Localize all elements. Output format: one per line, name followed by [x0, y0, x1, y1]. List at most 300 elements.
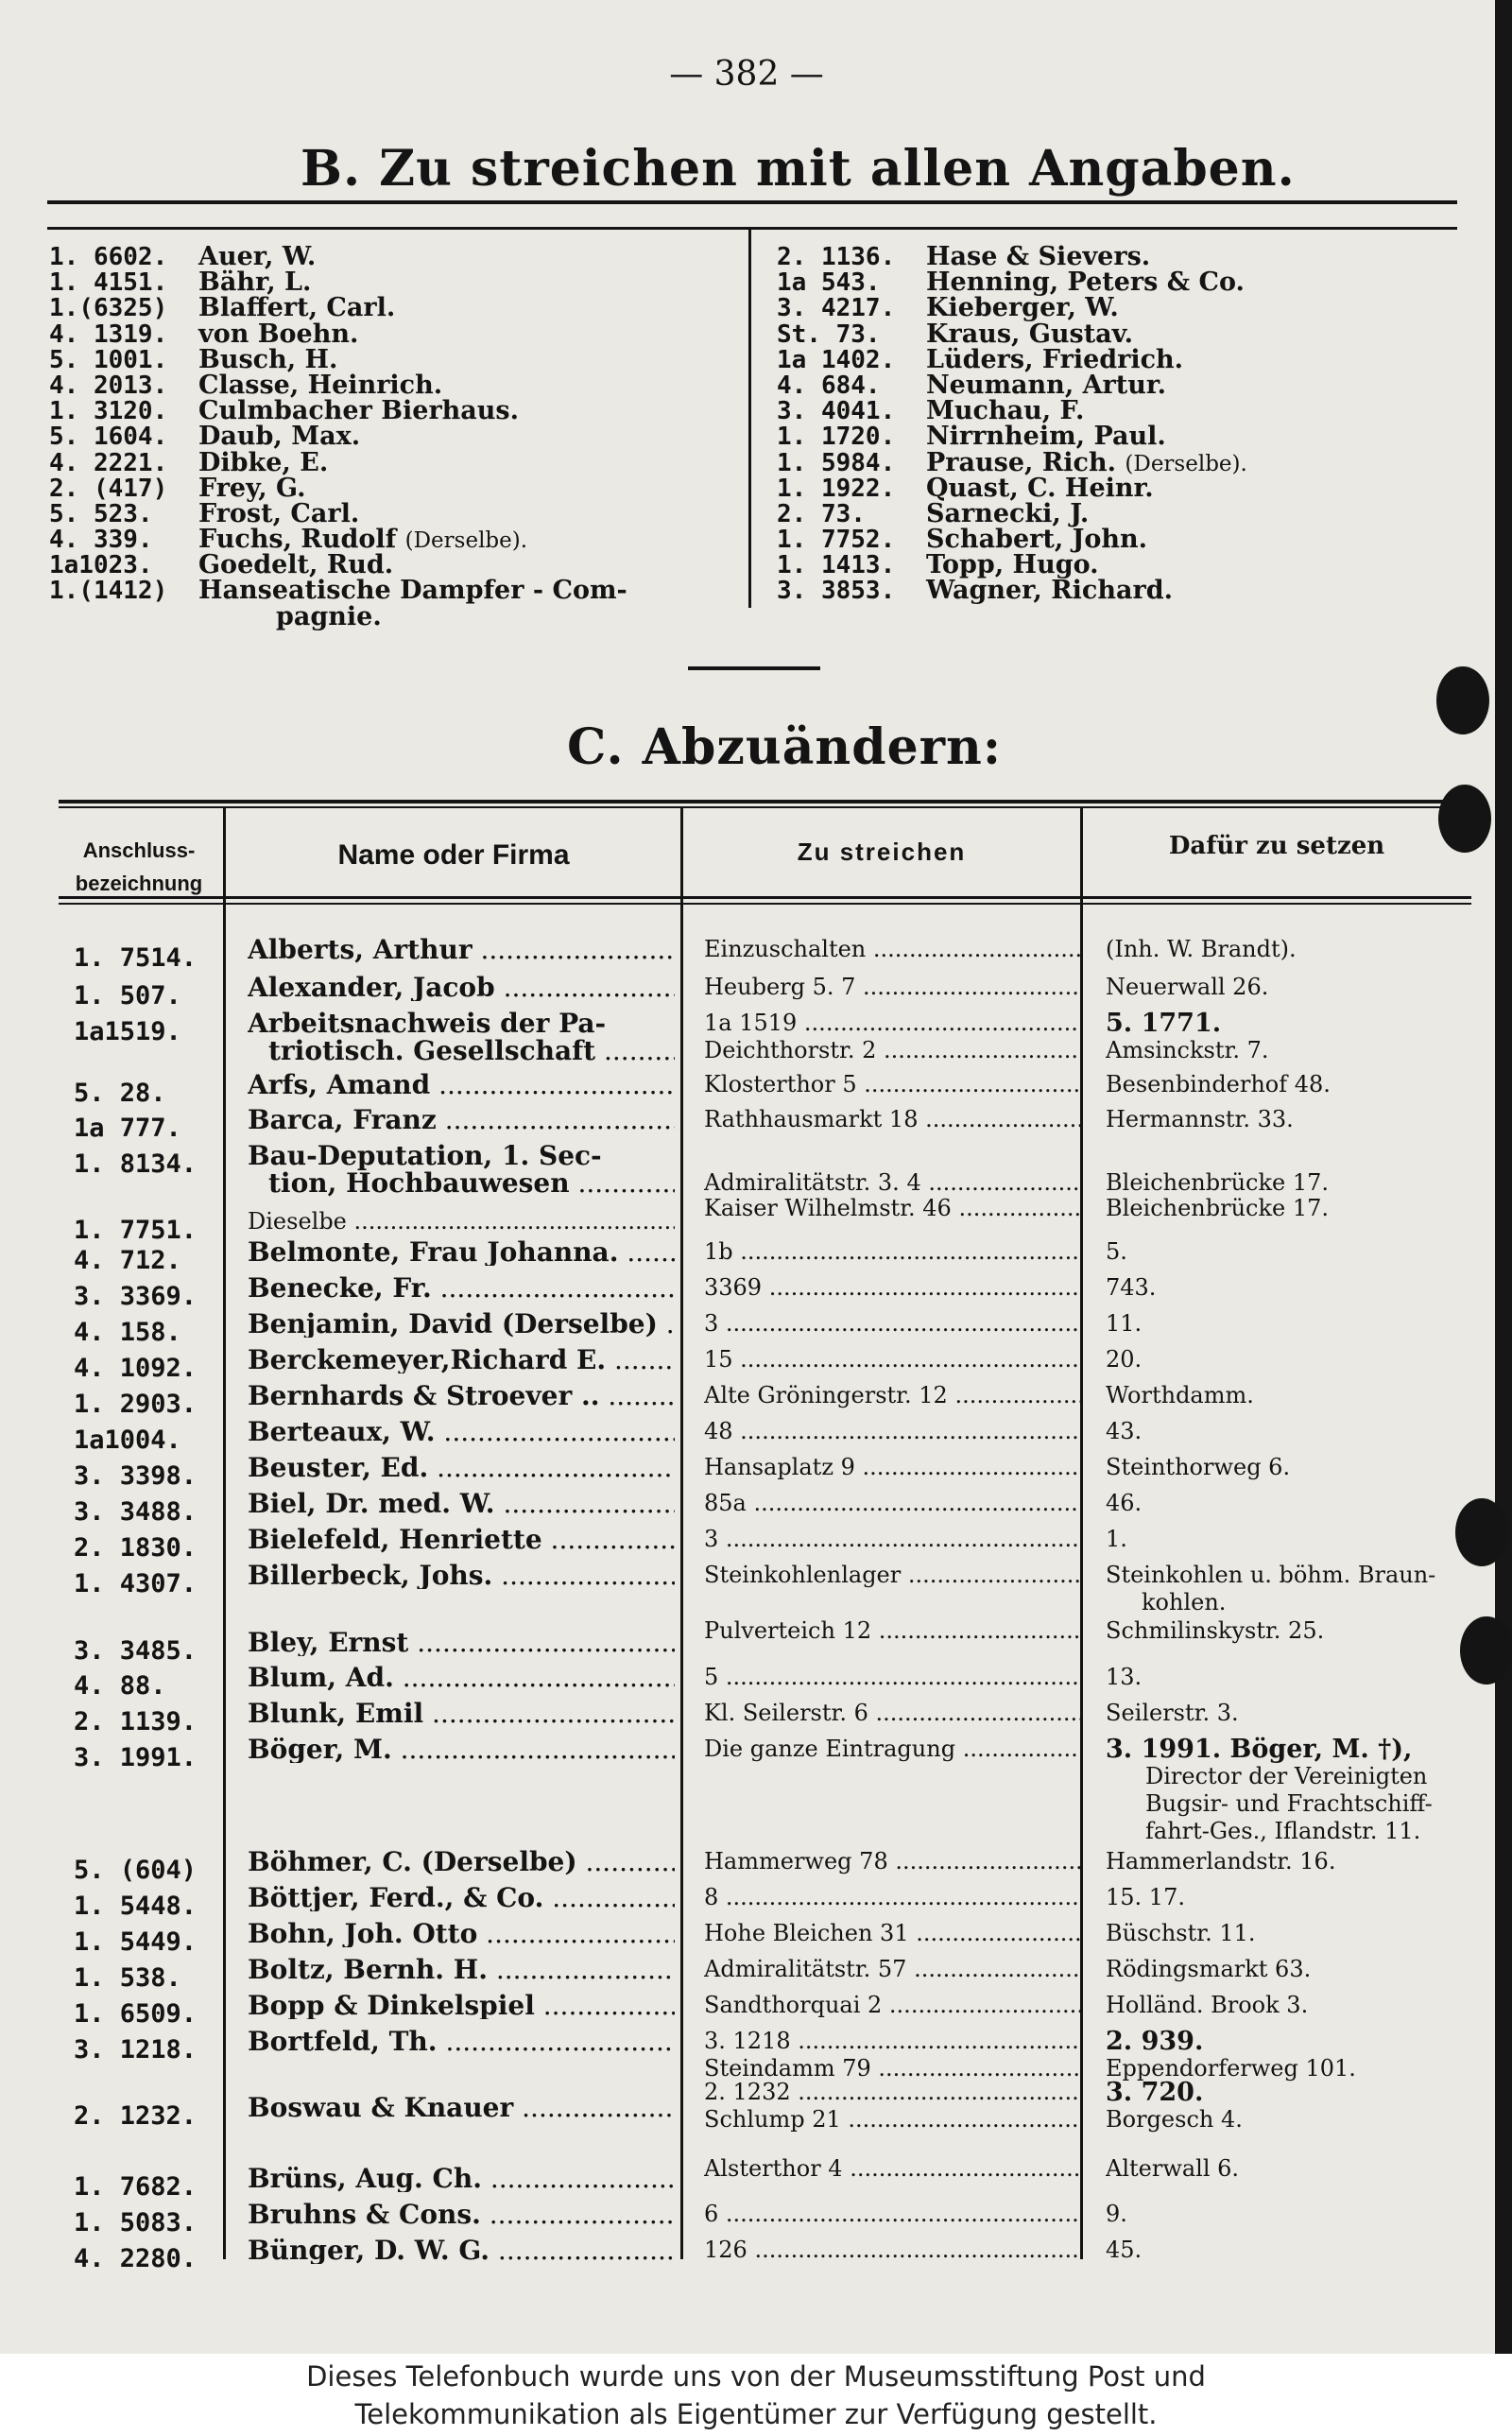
strike-line: 6 .....: [704, 2201, 1082, 2228]
strike-entry: [704, 1382, 1082, 1409]
strike-line: Schlump 21 .....: [704, 2106, 1082, 2134]
strike-entry: [704, 1956, 1082, 1983]
replacement-entry: [1106, 1010, 1503, 1064]
section-b-heading: B. Zu streichen mit allen Angaben.: [301, 140, 1296, 198]
replacement-entry: [1106, 1490, 1503, 1517]
replacement-line: 3. 1991. Böger, M. †),: [1106, 1736, 1413, 1764]
strike-line: Kl. Seilerstr. 6 .....: [704, 1700, 1082, 1727]
strike-entry: [704, 1617, 1082, 1645]
section-b-left-column: [49, 244, 744, 630]
strike-line: 3369 .....: [704, 1274, 1082, 1302]
strike-line: 8 .....: [704, 1884, 1082, 1911]
replacement-line: Steinthorweg 6.: [1106, 1454, 1291, 1480]
b-entry-name: Henning, Peters & Co.: [926, 268, 1245, 298]
replacement-line: 15. 17.: [1106, 1884, 1185, 1910]
b-entry-number: 1. 4151.: [49, 268, 168, 298]
subscriber-name: [248, 1238, 675, 1266]
strike-entry: [704, 1920, 1082, 1947]
b-entry-name: Frost, Carl.: [198, 498, 360, 528]
subscriber-name: [248, 2201, 675, 2228]
b-entry: [777, 396, 1457, 426]
b-entry-name: Schabert, John.: [926, 525, 1148, 555]
subscriber-name: [248, 1920, 675, 1947]
strike-entry: [704, 1106, 1082, 1133]
b-entry-name: Kraus, Gustav.: [926, 319, 1134, 349]
connection-number: 1. 507.: [74, 981, 181, 1011]
subscriber-name: [248, 1208, 675, 1235]
rule: [47, 200, 1457, 204]
strike-entry: [704, 2201, 1082, 2228]
subscriber-name-line: Bley, Ernst .....: [248, 1629, 675, 1656]
b-entry-number: 1a 1402.: [777, 345, 896, 374]
replacement-line: 5. 1771.: [1106, 1010, 1222, 1038]
subscriber-name-line: Beuster, Ed. .....: [248, 1454, 675, 1481]
b-entry-number: 1. 1922.: [777, 474, 896, 503]
subscriber-name-line: Belmonte, Frau Johanna. .....: [248, 1238, 675, 1266]
b-entry-name: Goedelt, Rud.: [198, 550, 394, 580]
strike-line: Kaiser Wilhelmstr. 46 .....: [704, 1195, 1082, 1222]
subscriber-name: [248, 1142, 675, 1197]
replacement-entry: [1106, 1617, 1503, 1645]
connection-number: 1. 8134.: [74, 1149, 198, 1179]
strike-entry: [704, 2079, 1082, 2134]
replacement-line: 45.: [1106, 2237, 1143, 2263]
subscriber-name: [248, 1848, 675, 1875]
b-entry: [777, 576, 1457, 606]
b-entry-name: Bähr, L.: [198, 268, 312, 298]
connection-number: 3. 3485.: [74, 1636, 198, 1666]
b-entry-number: 4. 2013.: [49, 371, 168, 400]
rule: [59, 800, 1471, 803]
b-entry: [777, 293, 1457, 323]
b-entry: [49, 344, 744, 374]
b-entry-number: 1a1023.: [49, 551, 153, 580]
replacement-line: 5.: [1106, 1238, 1127, 1265]
header-strike: Zu streichen: [797, 838, 967, 866]
strike-line: 1b .....: [704, 1238, 1082, 1266]
replacement-line: Holländ. Brook 3.: [1106, 1992, 1309, 2018]
strike-entry: [704, 1010, 1082, 1064]
replacement-line: Steinkohlen u. böhm. Braun-: [1106, 1562, 1436, 1588]
replacement-line: [1106, 1142, 1503, 1169]
connection-number: 2. 1830.: [74, 1533, 198, 1563]
strike-entry: [704, 1562, 1082, 1589]
replacement-line: Schmilinskystr. 25.: [1106, 1617, 1325, 1644]
subscriber-name-line: Bielefeld, Henriette .....: [248, 1526, 675, 1553]
subscriber-name: [248, 2028, 675, 2055]
subscriber-name-line: Bünger, D. W. G. .....: [248, 2237, 675, 2264]
connection-number: 3. 1991.: [74, 1743, 198, 1772]
subscriber-name-line: Alexander, Jacob .....: [248, 974, 675, 1001]
subscriber-name-line: Blum, Ad. .....: [248, 1664, 675, 1691]
replacement-entry: [1106, 1106, 1503, 1133]
replacement-line: Alterwall 6.: [1106, 2155, 1240, 2182]
connection-number: 5. 28.: [74, 1079, 166, 1108]
strike-line: Die ganze Eintragung .....: [704, 1736, 1082, 1763]
b-entry-name: Classe, Heinrich.: [198, 370, 443, 400]
b-entry-name: Prause, Rich.: [926, 447, 1116, 477]
b-entry: [49, 321, 744, 347]
strike-line: 3. 1218 .....: [704, 2028, 1082, 2055]
b-entry-name: Daub, Max.: [198, 422, 361, 452]
replacement-line: kohlen.: [1142, 1589, 1227, 1615]
b-entry-number: 5. 523.: [49, 499, 153, 528]
strike-entry: [704, 1454, 1082, 1481]
strike-entry: [704, 1700, 1082, 1727]
b-entry-name: Nirrnheim, Paul.: [926, 422, 1166, 452]
b-entry: [777, 268, 1457, 298]
connection-number: 5. (604): [74, 1856, 198, 1885]
subscriber-name: [248, 1956, 675, 1983]
strike-line: Admiralitätstr. 57 .....: [704, 1956, 1082, 1983]
connection-number: 1. 7751.: [74, 1216, 198, 1245]
replacement-line: 743.: [1106, 1274, 1157, 1301]
replacement-entry: [1106, 1920, 1503, 1947]
strike-entry: [704, 974, 1082, 1001]
strike-line: 48 .....: [704, 1418, 1082, 1445]
replacement-entry: [1106, 1562, 1503, 1616]
b-entry-number: 1. 1413.: [777, 551, 896, 580]
subscriber-name: [248, 1526, 675, 1553]
b-entry-number: 4. 2221.: [49, 448, 168, 477]
replacement-entry: [1106, 1238, 1503, 1266]
connection-number: 1a 777.: [74, 1114, 181, 1143]
replacement-line: Bleichenbrücke 17.: [1106, 1195, 1330, 1221]
subscriber-name-line: Böger, M. .....: [248, 1736, 675, 1763]
b-entry-number: 5. 1001.: [49, 345, 168, 374]
replacement-line: Worthdamm.: [1106, 1382, 1254, 1408]
b-entry: [777, 344, 1457, 374]
replacement-line: Director der Vereinigten: [1145, 1763, 1428, 1789]
subscriber-name: [248, 974, 675, 1001]
strike-line: Pulverteich 12 .....: [704, 1617, 1082, 1645]
b-entry-number: 1. 7752.: [777, 526, 896, 555]
subscriber-name-line: Alberts, Arthur .....: [248, 936, 675, 963]
b-entry-name: Frey, G.: [198, 473, 306, 503]
replacement-entry: [1106, 1071, 1503, 1098]
subscriber-name: [248, 1736, 675, 1763]
subscriber-name-line: Benjamin, David (Derselbe) .....: [248, 1310, 675, 1338]
b-entry-name: Culmbacher Bierhaus.: [198, 396, 520, 426]
subscriber-name-line: triotisch. Gesellschaft .....: [248, 1037, 675, 1064]
subscriber-name-line: Bruhns & Cons. .....: [248, 2201, 675, 2228]
replacement-entry: [1106, 2237, 1503, 2264]
b-entry-number: 1. 1720.: [777, 423, 896, 452]
subscriber-name: [248, 1490, 675, 1517]
b-entry-note: (Derselbe).: [404, 528, 528, 554]
b-entry-number: 1a 543.: [777, 268, 881, 298]
connection-number: 2. 1232.: [74, 2101, 198, 2131]
b-entry-number: 3. 3853.: [777, 577, 896, 606]
connection-number: 1. 7682.: [74, 2172, 198, 2202]
strike-line: 3 .....: [704, 1310, 1082, 1338]
rule: [47, 227, 1457, 230]
replacement-line: Borgesch 4.: [1106, 2106, 1243, 2133]
subscriber-name: [248, 1992, 675, 2019]
b-entry: [777, 525, 1457, 555]
b-entry-number: 3. 4217.: [777, 294, 896, 323]
strike-entry: [704, 1195, 1082, 1222]
connection-number: 1. 5083.: [74, 2208, 198, 2237]
strike-entry: [704, 1526, 1082, 1553]
replacement-entry: [1106, 1382, 1503, 1409]
subscriber-name-line: Benecke, Fr. .....: [248, 1274, 675, 1302]
b-entry: [777, 321, 1457, 347]
subscriber-name: [248, 1418, 675, 1445]
connection-number: 1a1519.: [74, 1017, 181, 1046]
b-entry: [49, 525, 744, 555]
replacement-line: 20.: [1106, 1346, 1143, 1373]
binding-hole: [1436, 666, 1489, 734]
subscriber-name-line: Bernhards & Stroever .. .....: [248, 1382, 675, 1409]
strike-line: Deichthorstr. 2 .....: [704, 1037, 1082, 1064]
b-entry: [777, 447, 1457, 477]
replacement-entry: [1106, 1526, 1503, 1553]
subscriber-name-line: Boswau & Knauer .....: [248, 2094, 675, 2121]
replacement-line: Rödingsmarkt 63.: [1106, 1956, 1312, 1982]
replacement-entry: [1106, 1195, 1503, 1222]
replacement-entry: [1106, 2028, 1503, 2082]
replacement-line: 46.: [1106, 1490, 1143, 1516]
strike-line: 126 .....: [704, 2237, 1082, 2264]
subscriber-name: [248, 2165, 675, 2192]
replacement-line: 9.: [1106, 2201, 1127, 2227]
strike-entry: [704, 1848, 1082, 1875]
b-entry: [49, 576, 744, 606]
replacement-line: Eppendorferweg 101.: [1106, 2055, 1356, 2082]
strike-entry: [704, 1346, 1082, 1373]
strike-line: Alsterthor 4 .....: [704, 2155, 1082, 2183]
subscriber-name: [248, 1346, 675, 1373]
b-entry: [777, 244, 1457, 269]
replacement-entry: [1106, 1884, 1503, 1911]
b-entry-number: 2. 73.: [777, 499, 866, 528]
rule: [59, 896, 1471, 899]
replacement-entry: [1106, 1274, 1503, 1302]
strike-line: Hohe Bleichen 31 .....: [704, 1920, 1082, 1947]
replacement-line: 3. 720.: [1106, 2079, 1204, 2107]
b-entry-number: St. 73.: [777, 320, 881, 349]
subscriber-name-line: Bopp & Dinkelspiel .....: [248, 1992, 675, 2019]
replacement-entry: [1106, 1700, 1503, 1727]
connection-number: 4. 88.: [74, 1671, 166, 1701]
header-anschluss: [59, 834, 219, 900]
b-entry: [777, 475, 1457, 501]
replacement-line: Neuerwall 26.: [1106, 974, 1269, 1000]
b-entry-note: (Derselbe).: [1125, 451, 1247, 476]
b-entry-number: 1. 6602.: [49, 243, 168, 271]
b-entry: [777, 372, 1457, 398]
subscriber-name: [248, 936, 675, 963]
connection-number: 3. 3488.: [74, 1497, 198, 1527]
b-entry-name: Kieberger, W.: [926, 293, 1119, 323]
section-b-right-column: [777, 244, 1457, 604]
replacement-entry: [1106, 1346, 1503, 1373]
strike-entry: [704, 936, 1082, 963]
b-entry-number: 1. 5984.: [777, 448, 896, 477]
subscriber-name: [248, 1071, 675, 1098]
b-entry-number: 5. 1604.: [49, 423, 168, 452]
column-divider: [223, 808, 226, 2259]
b-entry-name: Topp, Hugo.: [926, 550, 1099, 580]
subscriber-name-line: Brüns, Aug. Ch. .....: [248, 2165, 675, 2192]
b-entry-name: Quast, C. Heinr.: [926, 473, 1154, 503]
subscriber-name-line: Barca, Franz .....: [248, 1106, 675, 1133]
replacement-line: Hammerlandstr. 16.: [1106, 1848, 1336, 1875]
replacement-entry: [1106, 1956, 1503, 1983]
replacement-entry: [1106, 936, 1503, 963]
strike-line: 1a 1519 .....: [704, 1010, 1082, 1037]
b-entry-continuation: [49, 601, 744, 631]
replacement-entry: [1106, 1454, 1503, 1481]
b-entry: [49, 396, 744, 426]
replacement-line: Seilerstr. 3.: [1106, 1700, 1239, 1726]
b-entry: [49, 475, 744, 501]
strike-line: 3 .....: [704, 1526, 1082, 1553]
b-entry-number: 1.(1412): [49, 577, 168, 606]
connection-number: 1. 5449.: [74, 1927, 198, 1957]
subscriber-name: [248, 1310, 675, 1338]
connection-number: 1. 6509.: [74, 1999, 198, 2029]
replacement-entry: [1106, 974, 1503, 1001]
b-entry-name: Auer, W.: [198, 242, 317, 271]
replacement-line: 11.: [1106, 1310, 1143, 1337]
b-entry-name: Dibke, E.: [198, 447, 329, 477]
b-entry-number: 1. 3120.: [49, 397, 168, 426]
replacement-line: Hermannstr. 33.: [1106, 1106, 1294, 1132]
replacement-line: 1.: [1106, 1526, 1127, 1552]
b-entry-name-continued: pagnie.: [276, 601, 382, 631]
replacement-entry: [1106, 1848, 1503, 1875]
b-entry-name: Blaffert, Carl.: [198, 293, 396, 323]
strike-entry: [704, 1736, 1082, 1763]
b-entry-name: Sarnecki, J.: [926, 498, 1090, 528]
header-anschluss-line2: bezeichnung: [75, 872, 203, 895]
b-entry: [777, 498, 1457, 528]
strike-line: Steindamm 79 .....: [704, 2055, 1082, 2082]
subscriber-name-line: Blunk, Emil .....: [248, 1700, 675, 1727]
replacement-entry: [1106, 1142, 1503, 1197]
header-anschluss-line1: Anschluss-: [82, 838, 196, 862]
b-entry-number: 3. 4041.: [777, 397, 896, 426]
replacement-line: fahrt-Ges., Iflandstr. 11.: [1145, 1818, 1421, 1844]
b-entry-name: Hase & Sievers.: [926, 242, 1151, 271]
subscriber-name: [248, 1010, 675, 1064]
connection-number: 4. 158.: [74, 1318, 181, 1347]
replacement-entry: [1106, 2155, 1503, 2183]
connection-number: 1. 4307.: [74, 1569, 198, 1598]
replacement-entry: [1106, 2079, 1503, 2134]
connection-number: 3. 3369.: [74, 1282, 198, 1311]
replacement-line: 2. 939.: [1106, 2028, 1204, 2056]
b-entry-name: Busch, H.: [198, 344, 338, 374]
column-divider: [680, 808, 683, 2259]
b-entry-number: 4. 1319.: [49, 320, 168, 349]
strike-entry: [704, 1884, 1082, 1911]
connection-number: 1. 538.: [74, 1963, 181, 1993]
b-entry-name: Wagner, Richard.: [926, 576, 1173, 606]
subscriber-name: [248, 1382, 675, 1409]
b-entry: [777, 552, 1457, 578]
subscriber-name: [248, 2237, 675, 2264]
rule: [59, 806, 1471, 808]
subscriber-name-line: Berckemeyer,Richard E. .....: [248, 1346, 675, 1373]
footer-line: Telekommunikation als Eigentümer zur Verfügung gestellt.: [354, 2398, 1158, 2430]
strike-entry: [704, 1992, 1082, 2019]
b-entry-name: von Boehn.: [198, 319, 359, 349]
replacement-line: 43.: [1106, 1418, 1143, 1444]
connection-number: 1. 5448.: [74, 1892, 198, 1921]
strike-entry: [704, 1071, 1082, 1098]
b-entry: [49, 498, 744, 528]
replacement-line: Büschstr. 11.: [1106, 1920, 1256, 1946]
b-entry-number: 4. 684.: [777, 371, 881, 400]
page-number: — 382 —: [669, 55, 824, 94]
subscriber-name: [248, 1884, 675, 1911]
subscriber-name: [248, 2094, 675, 2121]
connection-number: 2. 1139.: [74, 1707, 198, 1736]
strike-line: Klosterthor 5 .....: [704, 1071, 1082, 1098]
strike-line: Hammerweg 78 .....: [704, 1848, 1082, 1875]
strike-line: Steinkohlenlager .....: [704, 1562, 1082, 1589]
b-entry-name: Fuchs, Rudolf: [198, 525, 397, 555]
subscriber-name-line: Arbeitsnachweis der Pa-: [248, 1010, 607, 1039]
replacement-entry: [1106, 2201, 1503, 2228]
strike-line: Rathhausmarkt 18 .....: [704, 1106, 1082, 1133]
strike-line: Heuberg 5. 7 .....: [704, 974, 1082, 1001]
b-entry: [49, 552, 744, 578]
strike-entry: [704, 1238, 1082, 1266]
strike-line: Hansaplatz 9 .....: [704, 1454, 1082, 1481]
subscriber-name-line: Billerbeck, Johs. .....: [248, 1562, 675, 1589]
strike-entry: [704, 1310, 1082, 1338]
replacement-line: 13.: [1106, 1664, 1143, 1690]
footer-line: Dieses Telefonbuch wurde uns von der Museumsstiftung Post und: [306, 2360, 1206, 2393]
subscriber-name-line: Boltz, Bernh. H. .....: [248, 1956, 675, 1983]
header-set: Dafür zu setzen: [1168, 832, 1385, 860]
strike-line: 2. 1232 .....: [704, 2079, 1082, 2106]
subscriber-name: [248, 1562, 675, 1589]
strike-line: [704, 1142, 1082, 1169]
subscriber-name: [248, 1664, 675, 1691]
b-entry: [49, 268, 744, 298]
strike-entry: [704, 1418, 1082, 1445]
replacement-line: Bugsir- und Frachtschiff-: [1145, 1790, 1433, 1817]
strike-entry: [704, 2237, 1082, 2264]
connection-number: 3. 1218.: [74, 2035, 198, 2065]
strike-line: 85a .....: [704, 1490, 1082, 1517]
subscriber-name: [248, 1629, 675, 1656]
strike-entry: [704, 1142, 1082, 1197]
b-entry: [49, 293, 744, 323]
connection-number: 1. 7514.: [74, 943, 198, 973]
replacement-entry: [1106, 1664, 1503, 1691]
connection-number: 1a1004.: [74, 1425, 181, 1455]
strike-line: Sandthorquai 2 .....: [704, 1992, 1082, 2019]
subscriber-name: [248, 1700, 675, 1727]
replacement-line: Bleichenbrücke 17.: [1106, 1169, 1330, 1196]
column-divider: [748, 230, 751, 608]
strike-line: Einzuschalten .....: [704, 936, 1082, 963]
subscriber-name-line: Arfs, Amand .....: [248, 1071, 675, 1098]
subscriber-name-line: Dieselbe .....: [248, 1208, 675, 1235]
replacement-entry: [1106, 1992, 1503, 2019]
subscriber-name: [248, 1274, 675, 1302]
replacement-entry: [1106, 1310, 1503, 1338]
subscriber-name-line: Böhmer, C. (Derselbe) .....: [248, 1848, 675, 1875]
replacement-line: Besenbinderhof 48.: [1106, 1071, 1331, 1097]
connection-number: 4. 2280.: [74, 2244, 198, 2273]
